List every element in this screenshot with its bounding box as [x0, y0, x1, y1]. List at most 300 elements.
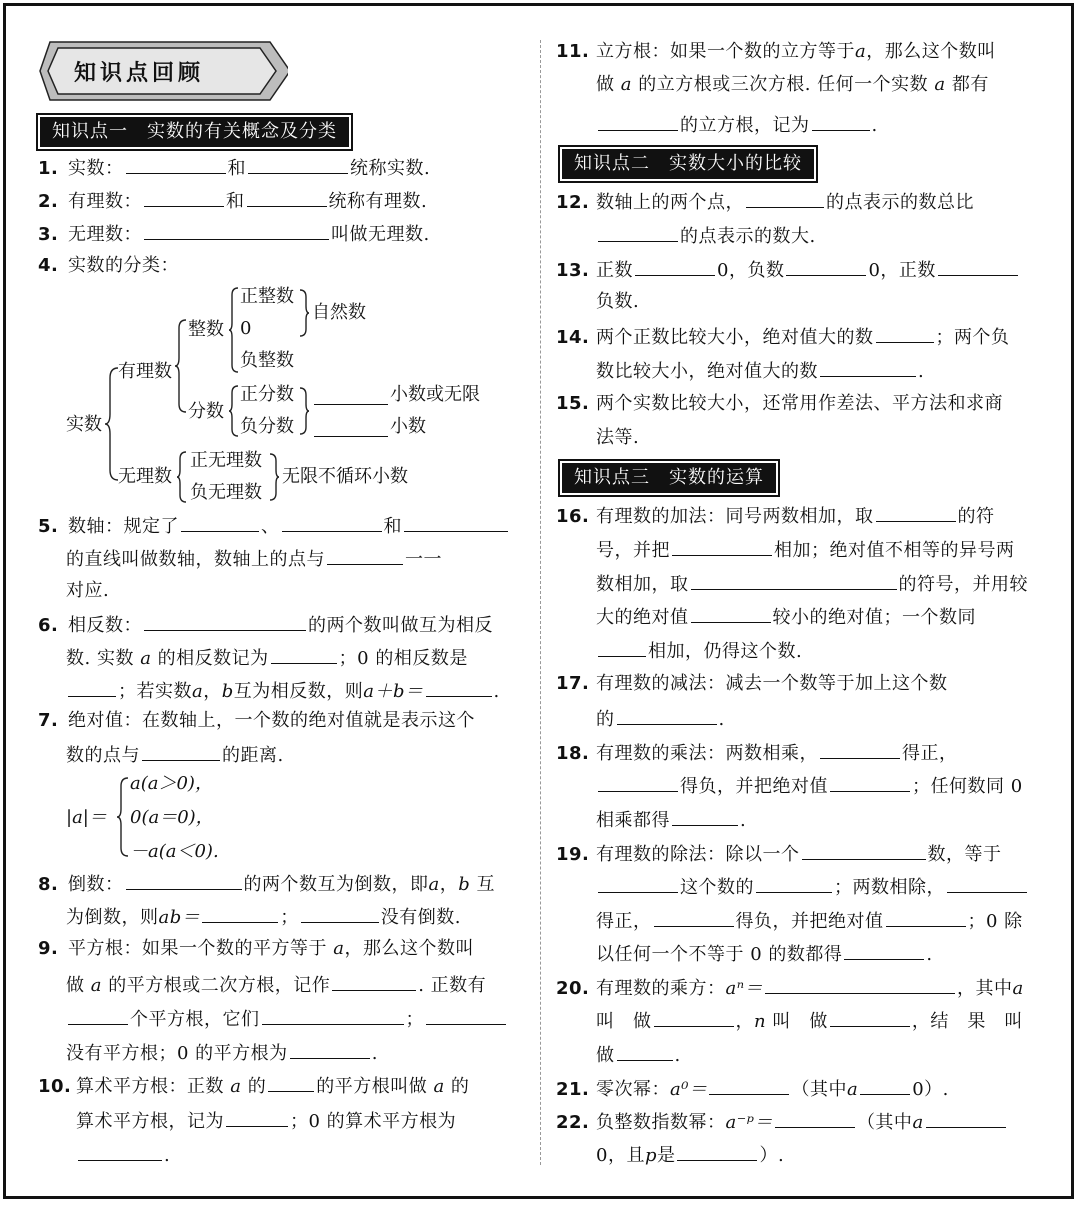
banner-title: 知识点回顾: [74, 61, 205, 86]
text-fragment: 无理数：: [68, 224, 142, 245]
text-fragment: 2.: [38, 191, 59, 212]
text-fragment: （其中: [856, 1112, 913, 1133]
item-19-line4: [596, 941, 933, 967]
text-fragment: a: [912, 1112, 924, 1133]
blank: [820, 740, 900, 759]
text-fragment: 9.: [38, 938, 59, 959]
text-fragment: 叫做无理数.: [331, 224, 430, 245]
item-17: [556, 672, 948, 696]
item-16-line5: [596, 638, 802, 664]
text-fragment: 14.: [556, 327, 590, 348]
item-13: [556, 257, 1020, 283]
text-fragment: 的符: [957, 506, 995, 527]
text-fragment: 和: [226, 191, 245, 212]
text-fragment: 的平方根叫做: [316, 1076, 428, 1097]
item-17-line2: [596, 706, 725, 732]
text-fragment: 的立方根，记为: [680, 115, 810, 136]
text-fragment: 0，且: [596, 1145, 645, 1166]
item-16-line3: [596, 571, 1028, 597]
blank: [635, 257, 715, 276]
text-fragment: 的直线叫做数轴，数轴上的点与: [66, 549, 325, 570]
text-fragment: 两个实数比较大小，还常用作差法、平方法和求商: [596, 393, 1003, 414]
item-9-line2: [66, 972, 486, 998]
text-fragment: 正数: [596, 260, 633, 281]
text-fragment: 8.: [38, 874, 59, 895]
blank: [144, 221, 329, 240]
text-fragment: .: [926, 944, 933, 965]
blank: [654, 1008, 734, 1027]
abs-lhs: |a|＝: [66, 807, 107, 828]
blank: [709, 1076, 789, 1095]
blank: [426, 678, 492, 697]
text-fragment: 有理数的乘方：: [596, 978, 726, 999]
item-5-line2: [66, 546, 442, 572]
blank: [327, 546, 403, 565]
text-fragment: 、: [261, 516, 280, 537]
text-fragment: 13.: [556, 260, 590, 281]
text-fragment: 的距离.: [222, 745, 284, 766]
text-fragment: 号，并把: [596, 540, 670, 561]
text-fragment: 实数的分类：: [68, 255, 179, 276]
text-fragment: 算术平方根，记为: [76, 1111, 224, 1132]
text-fragment: 两个正数比较大小，绝对值大的数: [596, 327, 874, 348]
text-fragment: 互为相反数，则: [233, 681, 364, 702]
text-fragment: ，结 果 叫: [911, 1011, 1023, 1032]
text-fragment: 统称实数.: [350, 158, 431, 179]
text-fragment: 3.: [38, 224, 59, 245]
blank: [314, 386, 388, 405]
text-fragment: 有理数的除法：除以一个: [596, 844, 800, 865]
node-real: 实数: [66, 414, 102, 435]
text-fragment: 负数.: [596, 291, 640, 312]
text-fragment: 18.: [556, 743, 590, 764]
item-2: [38, 188, 427, 214]
abs-case-3: －a(a＜0).: [130, 841, 219, 862]
text-fragment: ，其中: [957, 978, 1013, 999]
text-fragment: 5.: [38, 516, 59, 537]
text-fragment: 的平方根或二次方根，记作: [108, 975, 331, 996]
item-7: [38, 709, 475, 733]
blank: [598, 112, 678, 131]
review-banner: [38, 40, 288, 102]
text-fragment: .: [493, 681, 500, 702]
text-fragment: 和: [227, 158, 246, 179]
text-fragment: 数. 实数: [66, 648, 134, 669]
text-fragment: .: [371, 1043, 378, 1064]
text-fragment: ；: [280, 907, 299, 928]
text-fragment: ，那么这个数叫: [344, 938, 474, 959]
text-fragment: 1.: [38, 158, 59, 179]
text-fragment: 的立方根或三次方根. 任何一个实数: [638, 74, 929, 95]
text-fragment: ；0 除: [967, 911, 1023, 932]
text-fragment: 这个数的: [680, 877, 754, 898]
item-16: [556, 503, 995, 529]
blank: [746, 189, 824, 208]
node-pos-int: 正整数: [240, 286, 294, 307]
blank: [268, 1073, 314, 1092]
text-fragment: 22.: [556, 1112, 590, 1133]
text-fragment: 互: [476, 874, 495, 895]
text-fragment: 的点表示的数大.: [680, 226, 816, 247]
blank: [598, 773, 678, 792]
text-fragment: a: [846, 1079, 859, 1100]
blank: [226, 1108, 288, 1127]
blank: [947, 874, 1027, 893]
text-fragment: 个平方根，它们: [130, 1009, 260, 1030]
blank: [926, 1109, 1006, 1128]
text-fragment: ；两数相除，: [834, 877, 945, 898]
item-11: [556, 40, 996, 64]
text-fragment: ，: [439, 874, 459, 895]
text-fragment: 得正，: [596, 911, 652, 932]
item-6: [38, 612, 493, 638]
item-18: [556, 740, 958, 766]
text-fragment: 0）.: [912, 1079, 949, 1100]
item-19-line3: [596, 908, 1023, 934]
text-fragment: 得正，: [902, 743, 958, 764]
blank: [247, 188, 327, 207]
item-7-line2: [66, 742, 284, 768]
text-fragment: 是: [656, 1145, 676, 1166]
blank: [598, 874, 678, 893]
text-fragment: 17.: [556, 673, 590, 694]
item-22-line2: [596, 1142, 784, 1168]
node-neg-int: 负整数: [240, 350, 294, 371]
blank: [202, 904, 278, 923]
brace-icon: [298, 288, 310, 338]
blank: [938, 257, 1018, 276]
blank: [820, 358, 916, 377]
text-fragment: ；两个负: [935, 327, 1010, 348]
text-fragment: 数轴：规定了: [68, 516, 179, 537]
text-fragment: 数，等于: [927, 844, 1002, 865]
brace-icon: [228, 384, 240, 438]
text-fragment: 平方根：如果一个数的平方等于: [68, 938, 327, 959]
text-fragment: a⁰＝: [670, 1079, 708, 1100]
text-fragment: 数相加，取: [596, 574, 689, 595]
blank: [830, 1008, 910, 1027]
text-fragment: n: [754, 1011, 767, 1032]
text-fragment: a: [934, 74, 946, 95]
item-15: [556, 392, 1003, 416]
item-14: [556, 324, 1010, 350]
text-fragment: 有理数的乘法：两数相乘，: [596, 743, 818, 764]
text-fragment: a: [140, 648, 152, 669]
item-20-line2: [596, 1008, 1023, 1034]
brace-icon: [268, 452, 280, 502]
column-divider: [540, 40, 541, 1165]
brace-icon: [116, 776, 130, 858]
text-fragment: 做: [596, 1045, 615, 1066]
text-fragment: 的: [247, 1076, 267, 1097]
text-fragment: 4.: [38, 255, 59, 276]
item-9: [38, 937, 474, 961]
blank: [126, 155, 226, 174]
abs-case-2: 0(a＝0)，: [130, 807, 214, 828]
item-16-line4: [596, 604, 976, 630]
text-fragment: 0，负数: [717, 260, 785, 281]
text-fragment: 相乘都得: [596, 810, 670, 831]
section-3-title: 知识点三 实数的运算: [562, 463, 776, 493]
item-11-line2: [596, 73, 989, 97]
text-fragment: a: [433, 1076, 445, 1097]
blank: [812, 112, 870, 131]
text-fragment: ；0 的算术平方根为: [290, 1111, 457, 1132]
text-fragment: 数的点与: [66, 745, 140, 766]
blank: [654, 908, 734, 927]
text-fragment: b: [458, 874, 471, 895]
text-fragment: 19.: [556, 844, 590, 865]
text-fragment: 做: [66, 975, 85, 996]
blank: [786, 257, 866, 276]
node-irrational: 无理数: [118, 466, 172, 487]
item-8-line2: [66, 904, 461, 930]
text-fragment: 较小的绝对值；一个数同: [772, 607, 976, 628]
section-1-title: 知识点一 实数的有关概念及分类: [40, 117, 349, 147]
item-6-line3: [66, 678, 500, 704]
text-fragment: 16.: [556, 506, 590, 527]
item-22: [556, 1109, 1008, 1135]
node-pos-frac: 正分数: [240, 384, 294, 405]
text-fragment: 的点表示的数总比: [826, 192, 974, 213]
item-10: [38, 1073, 469, 1099]
text-fragment: a: [620, 74, 632, 95]
item-4: [38, 254, 179, 278]
text-fragment: 为倒数，则: [66, 907, 159, 928]
item-18-line3: [596, 807, 746, 833]
text-fragment: a＋b＝: [363, 681, 424, 702]
blank: [262, 1006, 404, 1025]
node-neg-frac: 负分数: [240, 416, 294, 437]
text-fragment: 数比较大小，绝对值大的数: [596, 361, 818, 382]
text-fragment: 没有平方根；0 的平方根为: [66, 1043, 288, 1064]
blank: [290, 1040, 370, 1059]
node-integer: 整数: [188, 319, 224, 340]
blank: [301, 904, 379, 923]
text-fragment: 以任何一个不等于 0 的数都得: [596, 944, 843, 965]
node-pos-irr: 正无理数: [190, 450, 262, 471]
text-fragment: .: [674, 1045, 681, 1066]
blank: [756, 874, 832, 893]
text-fragment: 的: [596, 709, 615, 730]
node-dec2: 小数: [390, 416, 426, 437]
text-fragment: 7.: [38, 710, 59, 731]
node-natural: 自然数: [312, 302, 366, 323]
text-fragment: 的相反数记为: [157, 648, 269, 669]
text-fragment: ，: [735, 1011, 754, 1032]
text-fragment: aⁿ＝: [725, 978, 764, 999]
text-fragment: 的两个数叫做互为相反: [308, 615, 493, 636]
item-19-line2: [596, 874, 1029, 900]
blank: [68, 678, 116, 697]
text-fragment: ；任何数同 0: [912, 776, 1023, 797]
item-19: [556, 841, 1002, 867]
text-fragment: 都有: [951, 74, 989, 95]
blank: [332, 972, 416, 991]
blank: [282, 513, 382, 532]
blank: [598, 223, 678, 242]
text-fragment: a: [428, 874, 440, 895]
text-fragment: 做: [596, 74, 615, 95]
item-6-line2: [66, 645, 468, 671]
blank: [765, 975, 955, 994]
text-fragment: 绝对值：在数轴上，一个数的绝对值就是表示这个: [68, 710, 475, 731]
text-fragment: a: [333, 938, 345, 959]
text-fragment: 法等.: [596, 427, 640, 448]
blank: [691, 571, 897, 590]
text-fragment: ；: [405, 1009, 424, 1030]
text-fragment: 有理数的减法：减去一个数等于加上这个数: [596, 673, 948, 694]
text-fragment: （其中: [791, 1079, 847, 1100]
item-15-line2: [596, 426, 639, 450]
text-fragment: a: [855, 41, 867, 62]
item-13-line2: [596, 290, 639, 314]
text-fragment: 的: [450, 1076, 470, 1097]
text-fragment: a: [1012, 978, 1024, 999]
text-fragment: 大的绝对值: [596, 607, 689, 628]
text-fragment: ；0 的相反数是: [338, 648, 468, 669]
blank: [886, 908, 966, 927]
item-16-line2: [596, 537, 1015, 563]
item-3: [38, 221, 430, 247]
blank: [677, 1142, 757, 1161]
item-20: [556, 975, 1024, 1001]
text-fragment: 没有倒数.: [380, 907, 461, 928]
blank: [617, 706, 717, 725]
node-irr-desc: 无限不循环小数: [282, 466, 408, 487]
text-fragment: 零次幂：: [596, 1079, 670, 1100]
text-fragment: ；若实数: [118, 681, 192, 702]
brace-icon: [176, 450, 188, 504]
blank: [426, 1006, 506, 1025]
text-fragment: 20.: [556, 978, 590, 999]
blank: [876, 503, 956, 522]
blank: [672, 807, 738, 826]
item-12: [556, 189, 974, 215]
text-fragment: .: [164, 1145, 171, 1166]
item-5-line3: [66, 579, 109, 603]
blank: [68, 1006, 128, 1025]
text-fragment: 相加，仍得这个数.: [648, 641, 803, 662]
item-1: [38, 155, 430, 181]
blank: [844, 941, 924, 960]
text-fragment: 有理数的加法：同号两数相加，取: [596, 506, 874, 527]
text-fragment: a: [230, 1076, 242, 1097]
item-18-line2: [596, 773, 1023, 799]
text-fragment: 15.: [556, 393, 590, 414]
text-fragment: 有理数：: [68, 191, 142, 212]
text-fragment: 10.: [38, 1076, 72, 1097]
text-fragment: 数轴上的两个点，: [596, 192, 744, 213]
text-fragment: a: [90, 975, 102, 996]
blank: [144, 188, 224, 207]
text-fragment: 的符号，并用较: [898, 574, 1028, 595]
blank: [142, 742, 220, 761]
text-fragment: p: [644, 1145, 657, 1166]
brace-icon: [228, 286, 240, 374]
blank: [271, 645, 337, 664]
text-fragment: 叫 做: [772, 1011, 828, 1032]
blank: [830, 773, 910, 792]
item-12-line2: [596, 223, 816, 249]
item-10-line3: [76, 1142, 170, 1168]
node-rational: 有理数: [118, 361, 172, 382]
text-fragment: 对应.: [66, 580, 110, 601]
text-fragment: 负整数指数幂：: [596, 1112, 726, 1133]
text-fragment: 相加；绝对值不相等的异号两: [774, 540, 1015, 561]
text-fragment: ab＝: [158, 907, 201, 928]
item-14-line2: [596, 358, 924, 384]
blank: [78, 1142, 162, 1161]
text-fragment: 立方根：如果一个数的立方等于: [596, 41, 855, 62]
text-fragment: 和: [383, 516, 402, 537]
text-fragment: 相反数：: [68, 615, 142, 636]
item-9-line3: [66, 1006, 508, 1032]
text-fragment: .: [871, 115, 878, 136]
blank: [248, 155, 348, 174]
blank: [617, 1042, 673, 1061]
blank: [672, 537, 772, 556]
section-2-title: 知识点二 实数大小的比较: [562, 149, 814, 179]
brace-icon: [174, 318, 188, 414]
text-fragment: 得负，并把绝对值: [680, 776, 828, 797]
text-fragment: 0，正数: [868, 260, 936, 281]
blank: [314, 418, 388, 437]
item-9-line4: [66, 1040, 378, 1066]
text-fragment: 叫 做: [596, 1011, 652, 1032]
text-fragment: 实数：: [68, 158, 124, 179]
abs-case-1: a(a＞0)，: [130, 773, 213, 794]
blank: [126, 871, 242, 890]
text-fragment: 11.: [556, 41, 590, 62]
blank: [144, 612, 306, 631]
text-fragment: 21.: [556, 1079, 590, 1100]
blank: [876, 324, 934, 343]
blank: [860, 1076, 910, 1095]
text-fragment: 算术平方根：正数: [76, 1076, 224, 1097]
item-11-line3: [596, 112, 878, 138]
item-5: [38, 513, 510, 539]
item-20-line3: [596, 1042, 681, 1068]
node-zero: 0: [240, 318, 252, 339]
blank: [775, 1109, 855, 1128]
blank: [181, 513, 259, 532]
text-fragment: 的两个数互为倒数，即: [243, 874, 429, 895]
text-fragment: 得负，并把绝对值: [735, 911, 884, 932]
text-fragment: a⁻ᵖ＝: [725, 1112, 773, 1133]
text-fragment: b: [221, 681, 234, 702]
text-fragment: 统称有理数.: [328, 191, 428, 212]
item-10-line2: [76, 1108, 456, 1134]
item-8: [38, 871, 495, 897]
text-fragment: .: [718, 709, 725, 730]
text-fragment: ，那么这个数叫: [866, 41, 996, 62]
text-fragment: ）.: [759, 1145, 785, 1166]
blank: [598, 638, 646, 657]
item-21: [556, 1076, 949, 1102]
text-fragment: .: [740, 810, 747, 831]
text-fragment: 一一: [405, 549, 442, 570]
text-fragment: 6.: [38, 615, 59, 636]
node-neg-irr: 负无理数: [190, 482, 262, 503]
text-fragment: 12.: [556, 192, 590, 213]
blank: [691, 604, 771, 623]
text-fragment: a: [192, 681, 204, 702]
text-fragment: . 正数有: [418, 975, 487, 996]
node-fraction: 分数: [188, 401, 224, 422]
text-fragment: .: [918, 361, 925, 382]
node-dec1: 小数或无限: [390, 384, 480, 405]
